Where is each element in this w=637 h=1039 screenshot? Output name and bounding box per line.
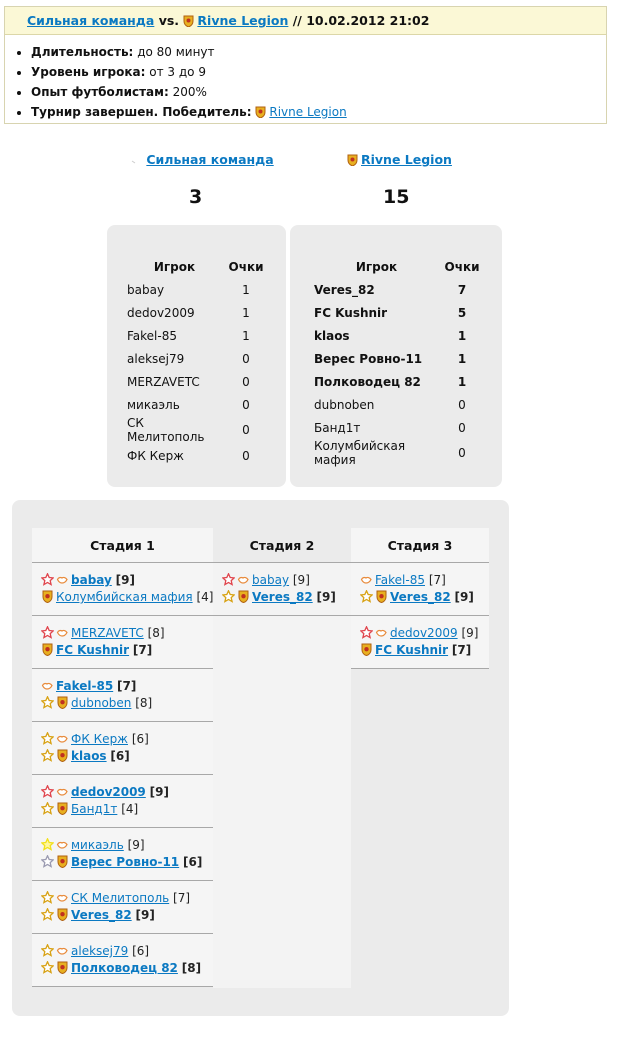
player-name: микаэль bbox=[127, 397, 180, 412]
team-crest-icon bbox=[41, 590, 54, 603]
player-link[interactable]: FC Kushnir bbox=[375, 643, 449, 657]
match-datetime: // 10.02.2012 21:02 bbox=[292, 13, 430, 28]
home-players-panel bbox=[107, 225, 286, 487]
handshake-icon bbox=[41, 679, 54, 692]
team-crest-icon bbox=[56, 749, 69, 762]
bracket-match bbox=[32, 669, 213, 722]
team-crest-icon bbox=[255, 106, 266, 118]
player-score: [7] bbox=[428, 573, 446, 587]
player-row bbox=[314, 393, 485, 416]
player-link[interactable]: Veres_82 bbox=[71, 908, 132, 922]
gold-star-icon bbox=[222, 590, 235, 603]
player-name: Veres_82 bbox=[314, 282, 375, 297]
player-name: dubnoben bbox=[314, 397, 375, 412]
team-crest-icon bbox=[56, 908, 69, 921]
team-crest-icon bbox=[56, 802, 69, 815]
away-team-link[interactable]: Rivne Legion bbox=[197, 13, 289, 28]
bracket-match bbox=[213, 563, 351, 616]
winner-team-link[interactable]: Rivne Legion bbox=[269, 105, 347, 119]
player-points: 0 bbox=[458, 446, 466, 460]
player-points: 7 bbox=[457, 282, 467, 297]
player-points: 1 bbox=[242, 305, 250, 320]
stage-title: Стадия 1 bbox=[32, 528, 213, 563]
away-score: 15 bbox=[383, 186, 410, 208]
home-players-table bbox=[127, 255, 270, 467]
match-participant bbox=[41, 801, 213, 818]
stage-column-1 bbox=[32, 528, 213, 987]
team-crest-icon bbox=[237, 590, 250, 603]
match-participant bbox=[41, 589, 213, 606]
tournament-bracket bbox=[12, 500, 509, 1016]
team-crest-icon bbox=[347, 154, 358, 166]
bracket-match bbox=[32, 881, 213, 934]
match-participant bbox=[41, 890, 213, 907]
player-link[interactable]: dedov2009 bbox=[390, 626, 458, 640]
player-score: [8] bbox=[147, 626, 165, 640]
player-points: 0 bbox=[242, 423, 250, 437]
match-title bbox=[5, 7, 606, 35]
team-crest-icon bbox=[41, 643, 54, 656]
player-score: [7] bbox=[173, 891, 191, 905]
handshake-icon bbox=[56, 891, 69, 904]
player-score: [6] bbox=[132, 944, 150, 958]
bracket-match bbox=[32, 563, 213, 616]
player-name: FC Kushnir bbox=[314, 305, 388, 320]
player-score: [4] bbox=[121, 802, 139, 816]
player-points: 0 bbox=[458, 397, 466, 412]
red-star-icon bbox=[360, 626, 373, 639]
player-link[interactable]: Банд1т bbox=[71, 802, 118, 816]
bracket-match bbox=[32, 616, 213, 669]
stage-column-2 bbox=[213, 528, 351, 988]
handshake-icon bbox=[56, 785, 69, 798]
team-crest-icon bbox=[375, 590, 388, 603]
team-crest-icon bbox=[183, 15, 194, 27]
away-team-link-2[interactable]: Rivne Legion bbox=[361, 152, 452, 167]
player-points: 0 bbox=[242, 448, 250, 463]
player-points: 0 bbox=[458, 420, 466, 435]
bracket-match bbox=[32, 722, 213, 775]
match-participant bbox=[41, 678, 213, 695]
match-participant bbox=[222, 589, 351, 606]
player-name: MERZAVETC bbox=[127, 374, 200, 389]
handshake-icon bbox=[375, 626, 388, 639]
player-link[interactable]: dubnoben bbox=[71, 696, 132, 710]
player-name: babay bbox=[127, 282, 165, 297]
column-header-player: Игрок bbox=[153, 259, 196, 274]
gold-star-icon bbox=[41, 696, 54, 709]
match-info-box bbox=[4, 6, 607, 124]
player-score: [9] bbox=[127, 838, 145, 852]
player-link[interactable]: MERZAVETC bbox=[71, 626, 144, 640]
player-points: 0 bbox=[242, 351, 250, 366]
player-name: Верес Ровно-11 bbox=[314, 351, 423, 366]
handshake-icon bbox=[56, 732, 69, 745]
stage-title: Стадия 3 bbox=[351, 528, 489, 563]
match-info-list bbox=[5, 42, 606, 122]
player-score: [9] bbox=[149, 785, 169, 799]
match-participant bbox=[41, 642, 213, 659]
grey-star-icon bbox=[41, 855, 54, 868]
match-participant bbox=[41, 837, 213, 854]
player-link[interactable]: СК Мелитополь bbox=[71, 891, 170, 905]
stage-column-3 bbox=[351, 528, 489, 669]
player-name: Полководец 82 bbox=[314, 374, 421, 389]
red-star-icon bbox=[41, 626, 54, 639]
vs-label: vs. bbox=[158, 13, 180, 28]
column-header-player: Игрок bbox=[355, 259, 398, 274]
home-team-heading bbox=[130, 152, 274, 167]
player-link[interactable]: klaos bbox=[71, 749, 107, 763]
player-row bbox=[314, 439, 485, 467]
match-participant bbox=[360, 642, 489, 659]
match-participant bbox=[41, 731, 213, 748]
away-players-table bbox=[314, 255, 485, 467]
info-winner: • Турнир завершен. Победитель: Rivne Legion bbox=[31, 102, 606, 122]
player-link[interactable]: Колумбийская мафия bbox=[56, 590, 193, 604]
player-row bbox=[314, 370, 485, 393]
player-link[interactable]: Veres_82 bbox=[252, 590, 313, 604]
bracket-match bbox=[351, 563, 489, 616]
bracket-match bbox=[32, 828, 213, 881]
player-points: 0 bbox=[242, 374, 250, 389]
red-star-icon bbox=[222, 573, 235, 586]
info-experience: • Опыт футболистам: 200% bbox=[31, 82, 606, 102]
player-score: [7] bbox=[451, 643, 472, 657]
player-points: 1 bbox=[457, 328, 467, 343]
player-name: Fakel-85 bbox=[127, 328, 177, 343]
column-header-points: Очки bbox=[444, 259, 480, 274]
player-name: ФК Керж bbox=[127, 448, 184, 463]
player-points: 5 bbox=[457, 305, 467, 320]
player-row bbox=[127, 301, 270, 324]
player-points: 1 bbox=[457, 374, 467, 389]
match-participant bbox=[41, 907, 213, 924]
gold-star-icon bbox=[360, 590, 373, 603]
player-score: [8] bbox=[181, 961, 202, 975]
player-row bbox=[314, 278, 485, 301]
player-link[interactable]: микаэль bbox=[71, 838, 124, 852]
player-row bbox=[127, 393, 270, 416]
match-participant bbox=[41, 854, 213, 871]
team-logo-placeholder-icon bbox=[130, 152, 142, 167]
player-link[interactable]: babay bbox=[252, 573, 290, 587]
player-points: 0 bbox=[242, 397, 250, 412]
player-points: 1 bbox=[242, 328, 250, 343]
bracket-match bbox=[32, 775, 213, 828]
away-players-panel bbox=[290, 225, 502, 487]
player-score: [6] bbox=[110, 749, 130, 763]
match-participant bbox=[360, 625, 489, 642]
player-link[interactable]: Veres_82 bbox=[390, 590, 451, 604]
player-link[interactable]: Fakel-85 bbox=[56, 679, 114, 693]
player-points: 1 bbox=[242, 282, 250, 297]
player-row bbox=[127, 416, 270, 444]
red-star-icon bbox=[41, 785, 54, 798]
gold-star-icon bbox=[41, 944, 54, 957]
player-row bbox=[127, 278, 270, 301]
column-header-points: Очки bbox=[228, 259, 264, 274]
player-link[interactable]: aleksej79 bbox=[71, 944, 129, 958]
home-team-link-2[interactable]: Сильная команда bbox=[146, 152, 274, 167]
home-team-link[interactable]: Сильная команда bbox=[27, 13, 155, 28]
gold-star-icon bbox=[41, 749, 54, 762]
player-score: [6] bbox=[182, 855, 203, 869]
player-score: [8] bbox=[135, 696, 153, 710]
player-row bbox=[314, 416, 485, 439]
gold-star-icon bbox=[41, 961, 54, 974]
handshake-icon bbox=[56, 838, 69, 851]
player-name: dedov2009 bbox=[127, 305, 195, 320]
match-participant bbox=[41, 784, 213, 801]
player-row bbox=[127, 444, 270, 467]
bracket-match bbox=[351, 616, 489, 669]
player-name: СК Мелитополь bbox=[127, 416, 205, 444]
info-duration: • Длительность: до 80 минут bbox=[31, 42, 606, 62]
player-points: 1 bbox=[457, 351, 467, 366]
match-participant bbox=[222, 572, 351, 589]
player-score: [9] bbox=[292, 573, 310, 587]
player-score: [9] bbox=[454, 590, 474, 604]
handshake-icon bbox=[56, 944, 69, 957]
match-participant bbox=[41, 695, 213, 712]
match-participant bbox=[41, 572, 213, 589]
player-link[interactable]: ФК Керж bbox=[71, 732, 128, 746]
gold-star-icon bbox=[41, 732, 54, 745]
player-name: aleksej79 bbox=[127, 351, 185, 366]
player-name: Колумбийская мафия bbox=[314, 439, 406, 467]
home-score: 3 bbox=[189, 186, 203, 208]
handshake-icon bbox=[56, 626, 69, 639]
handshake-icon bbox=[237, 573, 250, 586]
team-crest-icon bbox=[56, 961, 69, 974]
player-link[interactable]: Верес Ровно-11 bbox=[71, 855, 180, 869]
player-row bbox=[314, 301, 485, 324]
match-participant bbox=[360, 589, 489, 606]
player-score: [7] bbox=[117, 679, 137, 693]
player-name: klaos bbox=[314, 328, 350, 343]
player-row bbox=[127, 324, 270, 347]
handshake-icon bbox=[56, 573, 69, 586]
player-link[interactable]: FC Kushnir bbox=[56, 643, 130, 657]
player-score: [6] bbox=[131, 732, 149, 746]
player-row bbox=[314, 324, 485, 347]
match-participant bbox=[41, 625, 213, 642]
gold-star-icon bbox=[41, 908, 54, 921]
info-player-level: • Уровень игрока: от 3 до 9 bbox=[31, 62, 606, 82]
team-crest-icon bbox=[56, 696, 69, 709]
player-link[interactable]: dedov2009 bbox=[71, 785, 146, 799]
player-link[interactable]: babay bbox=[71, 573, 112, 587]
player-score: [9] bbox=[316, 590, 336, 604]
stage-title: Стадия 2 bbox=[213, 528, 351, 563]
player-row bbox=[127, 370, 270, 393]
away-team-heading bbox=[347, 152, 452, 167]
handshake-icon bbox=[360, 573, 373, 586]
player-row bbox=[127, 347, 270, 370]
player-score: [7] bbox=[132, 643, 153, 657]
red-star-icon bbox=[41, 573, 54, 586]
gold-star-icon bbox=[41, 891, 54, 904]
match-participant bbox=[41, 960, 213, 977]
player-link[interactable]: Fakel-85 bbox=[375, 573, 425, 587]
match-participant bbox=[41, 748, 213, 765]
player-name: Банд1т bbox=[314, 420, 361, 435]
player-score: [9] bbox=[461, 626, 479, 640]
player-link[interactable]: Полководец 82 bbox=[71, 961, 178, 975]
player-row bbox=[314, 347, 485, 370]
match-participant bbox=[41, 943, 213, 960]
player-score: [9] bbox=[135, 908, 155, 922]
yellow-star-icon bbox=[41, 838, 54, 851]
player-score: [9] bbox=[115, 573, 135, 587]
team-crest-icon bbox=[56, 855, 69, 868]
match-participant bbox=[360, 572, 489, 589]
player-score: [4] bbox=[196, 590, 214, 604]
bracket-match bbox=[32, 934, 213, 987]
team-crest-icon bbox=[360, 643, 373, 656]
gold-star-icon bbox=[41, 802, 54, 815]
